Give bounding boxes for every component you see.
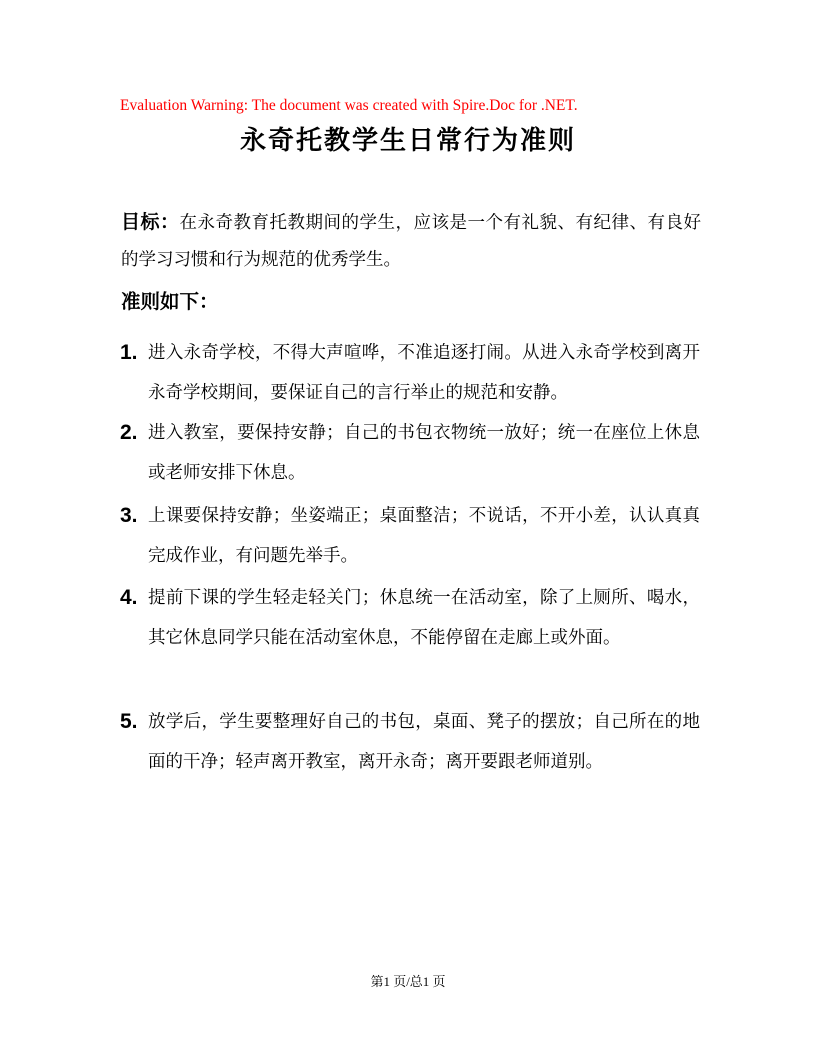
goal-label: 目标： [121, 211, 180, 233]
rule-text: 进入教室，要保持安静；自己的书包衣物统一放好；统一在座位上休息或老师安排下休息。 [148, 423, 700, 483]
rule-number: 3. [120, 504, 138, 527]
rule-item-1 [120, 333, 700, 413]
evaluation-warning: Evaluation Warning: The document was created with Spire.Doc for .NET. [120, 97, 578, 114]
page-footer: 第1 页/总1 页 [370, 974, 446, 989]
rule-item-5 [120, 702, 700, 782]
document-title: 永奇托教学生日常行为准则 [239, 126, 576, 156]
rules-heading: 准则如下： [121, 290, 219, 313]
rule-number: 2. [120, 421, 138, 444]
rule-number: 1. [120, 341, 138, 364]
goal-text: 在永奇教育托教期间的学生，应该是一个有礼貌、有纪律、有良好的学习习惯和行为规范的优秀学生。 [121, 213, 701, 270]
rule-text: 进入永奇学校，不得大声喧哗，不准追逐打闹。从进入永奇学校到离开永奇学校期间，要保证自己的言行举止的规范和安静。 [148, 343, 700, 403]
rule-text: 提前下课的学生轻走轻关门；休息统一在活动室，除了上厕所、喝水，其它休息同学只能在活动室休息，不能停留在走廊上或外面。 [148, 588, 700, 648]
rule-number: 4. [120, 586, 138, 609]
rule-item-4 [120, 578, 700, 658]
rule-number: 5. [120, 710, 138, 733]
rule-text: 上课要保持安静；坐姿端正；桌面整洁；不说话，不开小差，认认真真完成作业，有问题先举手。 [148, 506, 700, 566]
rule-item-3 [120, 496, 700, 576]
rule-text: 放学后，学生要整理好自己的书包，桌面、凳子的摆放；自己所在的地面的干净；轻声离开教室，离开永奇；离开要跟老师道别。 [148, 712, 700, 772]
rule-item-2 [120, 413, 700, 493]
goal-paragraph [121, 204, 701, 279]
